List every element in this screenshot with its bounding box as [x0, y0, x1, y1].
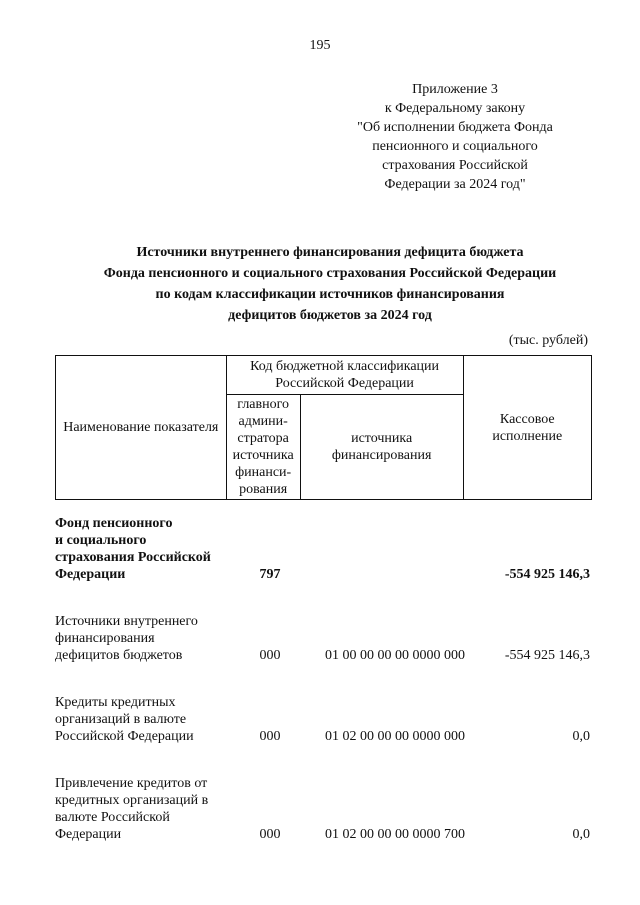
- row-name: [55, 775, 235, 843]
- row-admin-code: 000: [259, 648, 281, 663]
- row-name: [55, 613, 235, 664]
- row-name-line: Источники внутреннего: [55, 614, 198, 629]
- title-line: Фонда пенсионного и социального страхования Российской Федерации: [103, 266, 557, 281]
- row-name: [55, 515, 235, 583]
- row-name: [55, 694, 235, 745]
- table-row: [0, 515, 640, 583]
- header-source: [300, 395, 463, 500]
- appendix-line: "Об исполнении бюджета Фонда: [357, 120, 553, 135]
- table-header: [55, 355, 592, 500]
- header-source-line: финансирования: [331, 448, 432, 463]
- row-admin-code: 000: [259, 729, 281, 744]
- header-code-group: Код бюджетной классификации Российской Федерации: [226, 356, 463, 395]
- row-name-line: кредитных организаций в: [55, 793, 209, 808]
- row-name-line: финансирования: [55, 631, 155, 646]
- document-title: [40, 242, 620, 326]
- row-source-code: 01 02 00 00 00 0000 000: [325, 729, 465, 744]
- table-body: [0, 515, 640, 873]
- row-name-line: валюте Российской: [55, 810, 170, 825]
- row-name-line: страхования Российской: [55, 550, 211, 565]
- row-name-line: и социального: [55, 533, 147, 548]
- table-row: [0, 775, 640, 843]
- header-admin-line: стратора: [237, 431, 289, 446]
- header-admin-line: рования: [239, 482, 288, 497]
- header-admin-line: главного: [237, 397, 290, 412]
- title-line: Источники внутреннего финансирования дефицита бюджета: [136, 245, 524, 260]
- header-execution-line: исполнение: [492, 428, 563, 444]
- header-name: Наименование показателя: [56, 356, 227, 500]
- row-name-line: Федерации: [55, 827, 122, 842]
- row-name-line: Федерации: [55, 567, 126, 582]
- row-name-line: Привлечение кредитов от: [55, 776, 208, 791]
- row-source-code: 01 00 00 00 00 0000 000: [325, 648, 465, 663]
- appendix-line: Приложение 3: [412, 82, 498, 97]
- appendix-line: к Федеральному закону: [384, 101, 526, 116]
- unit-label: (тыс. рублей): [508, 333, 588, 348]
- header-execution: [463, 356, 591, 500]
- row-name-line: организаций в валюте: [55, 712, 187, 727]
- row-name-line: дефицитов бюджетов: [55, 648, 183, 663]
- appendix-line: Федерации за 2024 год": [384, 177, 526, 192]
- row-name-line: Российской Федерации: [55, 729, 194, 744]
- title-line: по кодам классификации источников финансирования: [155, 287, 505, 302]
- header-admin-line: источника: [232, 448, 294, 463]
- table-row: [0, 613, 640, 664]
- row-execution: -554 925 146,3: [504, 648, 590, 663]
- page-number: 195: [309, 38, 331, 53]
- table-row: [0, 694, 640, 745]
- appendix-note: [330, 80, 580, 194]
- appendix-line: страхования Российской: [382, 158, 528, 173]
- title-line: дефицитов бюджетов за 2024 год: [228, 308, 432, 323]
- row-admin-code: 797: [259, 567, 281, 582]
- row-execution: -554 925 146,3: [504, 567, 590, 582]
- appendix-line: пенсионного и социального: [372, 139, 538, 154]
- header-admin-line: финанси-: [235, 465, 292, 480]
- header-source-line: источника: [351, 431, 413, 446]
- row-admin-code: 000: [259, 827, 281, 842]
- row-name-line: Фонд пенсионного: [55, 516, 173, 531]
- header-admin: [226, 395, 300, 500]
- row-source-code: 01 02 00 00 00 0000 700: [325, 827, 465, 842]
- row-execution: 0,0: [572, 729, 590, 744]
- header-admin-line: админи-: [238, 414, 288, 429]
- header-execution-line: Кассовое: [499, 411, 555, 427]
- row-name-line: Кредиты кредитных: [55, 695, 176, 710]
- row-execution: 0,0: [572, 827, 590, 842]
